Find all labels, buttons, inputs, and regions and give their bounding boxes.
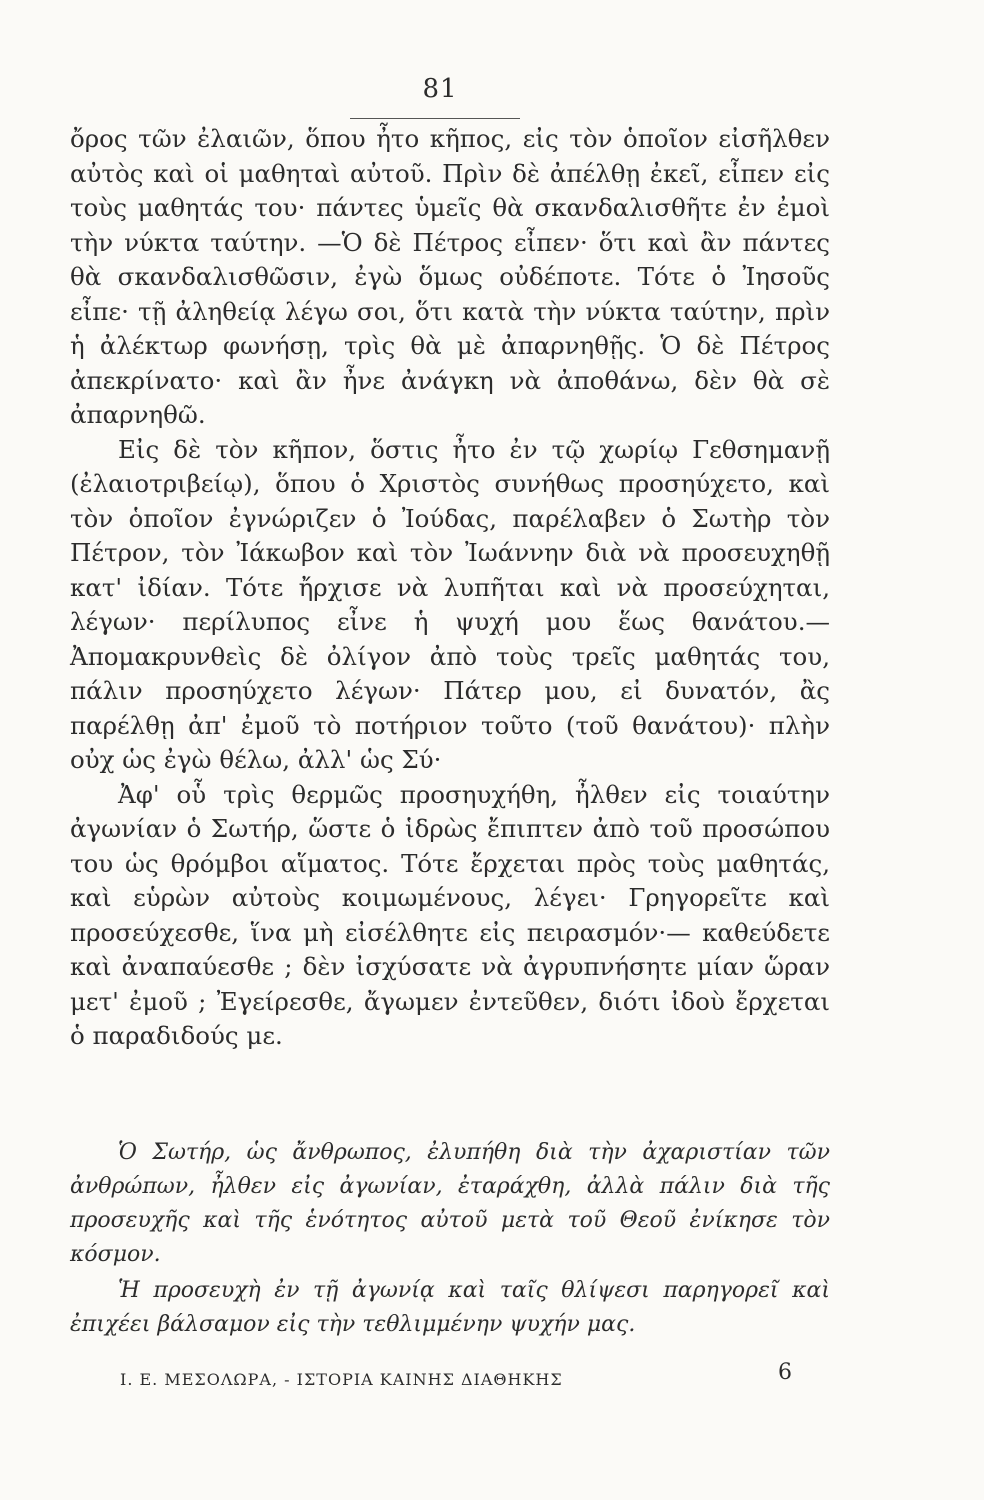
header-rule (350, 118, 520, 119)
paragraph-3: Ἀφ' οὗ τρὶς θερμῶς προσηυχήθη, ἦλθεν εἰς τοιαύτην ἀγωνίαν ὁ Σωτήρ, ὥστε ὁ ἱδρὼς ἔπιπτεν ἀπὸ τοῦ προσώπου του ὡς θρόμβοι αἵματος. Τότε ἔρχεται πρὸς τοὺς μαθητάς, καὶ εὑρὼν αὐτοὺς κοιμωμένους, λέγει· Γρηγορεῖτε καὶ προσεύχεσθε, ἵνα μὴ εἰσέλθητε εἰς πειρασμόν·— καθεύδετε καὶ ἀναπαύεσθε ; δὲν ἰσχύσατε νὰ ἀγρυπνήσητε μίαν ὥραν μετ' ἐμοῦ ; Ἐγείρεσθε, ἄγωμεν ἐντεῦθεν, διότι ἰδοὺ ἔρχεται ὁ παραδιδούς με. (70, 779, 830, 1050)
notes-section (70, 1136, 830, 1344)
note-2: Ἡ προσευχὴ ἐν τῇ ἀγωνίᾳ καὶ ταῖς θλίψεσι παρηγορεῖ καὶ ἐπιχέει βάλσαμον εἰς τὴν τεθλιμμένην ψυχήν μας. (70, 1278, 830, 1337)
page-number: 81 (422, 74, 458, 104)
paragraph-1: ὄρος τῶν ἐλαιῶν, ὅπου ἦτο κῆπος, εἰς τὸν ὁποῖον εἰσῆλθεν αὐτὸς καὶ οἱ μαθηταὶ αὐτοῦ. Πρὶν δὲ ἀπέλθῃ ἐκεῖ, εἶπεν εἰς τοὺς μαθητάς του· πάντες ὑμεῖς θὰ σκανδαλισθῆτε ἐν ἐμοὶ τὴν νύκτα ταύτην. —Ὁ δὲ Πέτρος εἶπεν· ὅτι καὶ ἂν πάντες θὰ σκανδαλισθῶσιν, ἐγὼ ὅμως οὐδέποτε. Τότε ὁ Ἰησοῦς εἶπε· τῇ ἀληθείᾳ λέγω σοι, ὅτι κατὰ τὴν νύκτα ταύτην, πρὶν ἡ ἀλέκτωρ φωνήσῃ, τρὶς θὰ μὲ ἀπαρνηθῇς. Ὁ δὲ Πέτρος ἀπεκρίνατο· καὶ ἂν ἦνε ἀνάγκη νὰ ἀποθάνω, δὲν θὰ σὲ ἀπαρνηθῶ. (70, 124, 830, 429)
note-1: Ὁ Σωτήρ, ὡς ἄνθρωπος, ἐλυπήθη διὰ τὴν ἀχαριστίαν τῶν ἀνθρώπων, ἦλθεν εἰς ἀγωνίαν, ἐταράχθη, ἀλλὰ πάλιν διὰ τῆς προσευχῆς καὶ τῆς ἑνότητος αὐτοῦ μετὰ τοῦ Θεοῦ ἐνίκησε τὸν κόσμον. (70, 1140, 830, 1267)
page-footer: Ι. Ε. ΜΕΣΟΛΩΡΑ, - ΙΣΤΟΡΙΑ ΚΑΙΝΗΣ ΔΙΑΘΗΚΗΣ (120, 1370, 563, 1389)
paragraph-2: Εἰς δὲ τὸν κῆπον, ὅστις ἦτο ἐν τῷ χωρίῳ Γεθσημανῇ (ἐλαιοτριβείῳ), ὅπου ὁ Χριστὸς συνήθως προσηύχετο, καὶ τὸν ὁποῖον ἐγνώριζεν ὁ Ἰούδας, παρέλαβεν ὁ Σωτὴρ τὸν Πέτρον, τὸν Ἰάκωβον καὶ τὸν Ἰωάννην διὰ νὰ προσευχηθῇ κατ' ἰδίαν. Τότε ἤρχισε νὰ λυπῆται καὶ νὰ προσεύχηται, λέγων· περίλυπος εἶνε ἡ ψυχή μου ἕως θανάτου.— Ἀπομακρυνθεὶς δὲ ὀλίγον ἀπὸ τοὺς τρεῖς μαθητάς του, πάλιν προσηύχετο λέγων· Πάτερ μου, εἰ δυνατόν, ἂς παρέλθῃ ἀπ' ἐμοῦ τὸ ποτήριον τοῦτο (τοῦ θανάτου)· πλὴν οὐχ ὡς ἐγὼ θέλω, ἀλλ' ὡς Σύ· (70, 434, 830, 774)
main-text (70, 122, 830, 1054)
signature-mark: 6 (778, 1360, 792, 1385)
